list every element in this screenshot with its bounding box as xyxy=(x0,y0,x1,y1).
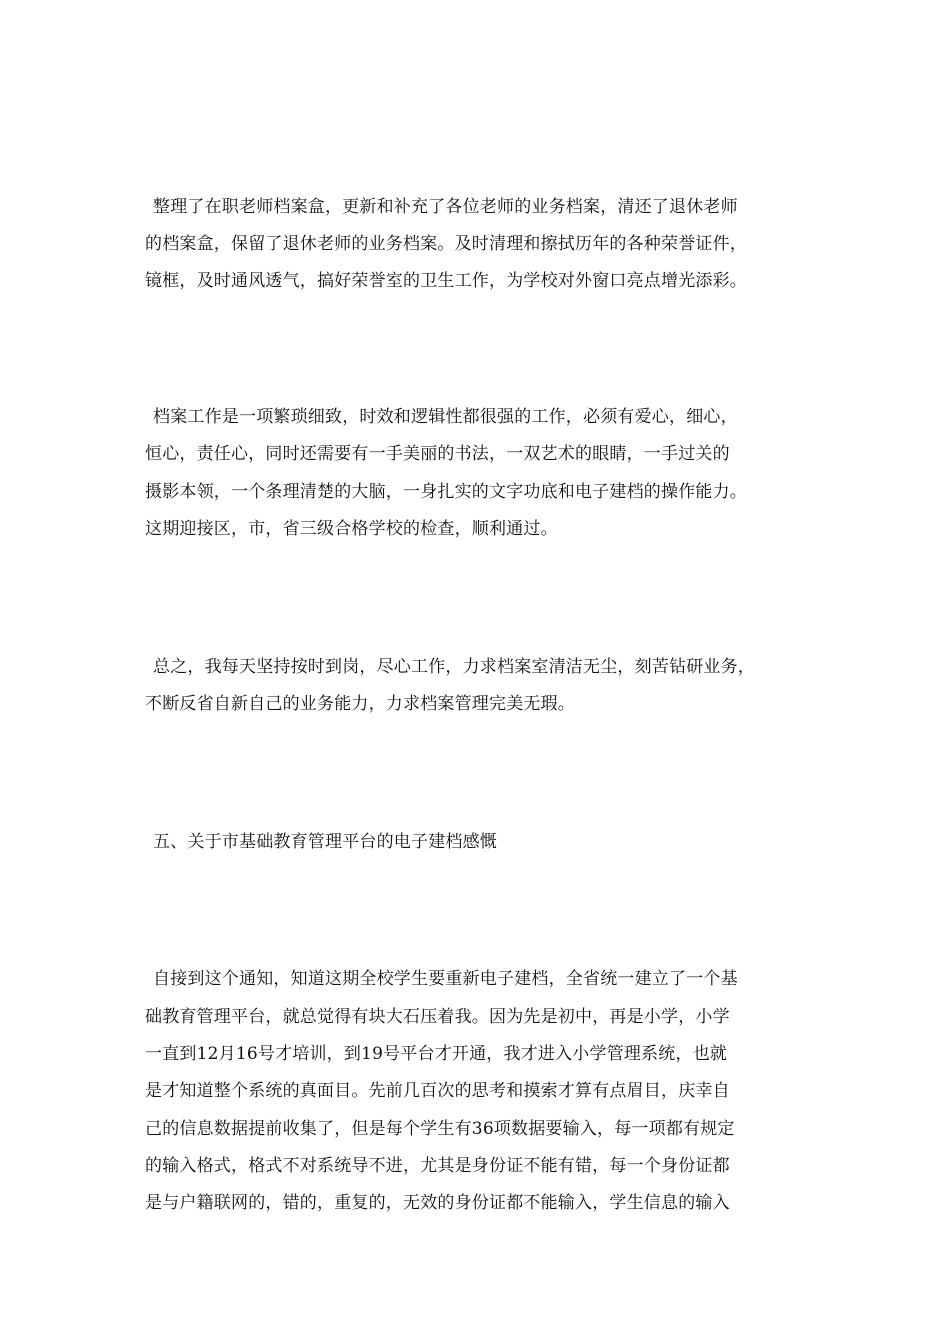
section-title: 五、关于市基础教育管理平台的电子建档感慨 xyxy=(153,832,497,852)
text-line: 的输入格式，格式不对系统导不进，尤其是身份证不能有错，每一个身份证都 xyxy=(145,1156,730,1176)
text-line: 己的信息数据提前收集了，但是每个学生有36项数据要输入，每一项都有规定 xyxy=(145,1119,735,1139)
text-line: 摄影本领，一个条理清楚的大脑，一身扎实的文字功底和电子建档的操作能力。 xyxy=(145,482,747,502)
text-line: 是才知道整个系统的真面目。先前几百次的思考和摸索才算有点眉目，庆幸自 xyxy=(145,1081,730,1101)
text-line: 镜框，及时通风透气，搞好荣誉室的卫生工作，为学校对外窗口亮点增光添彩。 xyxy=(145,271,747,291)
text-line: 总之，我每天坚持按时到岗，尽心工作，力求档案室清洁无尘，刻苦钻研业务， xyxy=(153,657,755,677)
text-line: 档案工作是一项繁琐细致，时效和逻辑性都很强的工作，必须有爱心，细心， xyxy=(153,407,738,427)
text-line: 不断反省自新自己的业务能力，力求档案管理完美无瑕。 xyxy=(145,694,575,714)
text-line: 自接到这个通知，知道这期全校学生要重新电子建档，全省统一建立了一个基 xyxy=(153,969,738,989)
text-line: 础教育管理平台，就总觉得有块大石压着我。因为先是初中，再是小学，小学 xyxy=(145,1007,730,1027)
text-line: 这期迎接区，市，省三级合格学校的检查，顺利通过。 xyxy=(145,519,558,539)
text-line: 一直到12月16号才培训，到19号平台才开通，我才进入小学管理系统，也就 xyxy=(145,1044,728,1064)
text-line: 恒心，责任心，同时还需要有一手美丽的书法，一双艺术的眼睛，一手过关的 xyxy=(145,444,730,464)
text-line: 是与户籍联网的，错的，重复的，无效的身份证都不能输入，学生信息的输入 xyxy=(145,1193,730,1213)
text-line: 的档案盒，保留了退休老师的业务档案。及时清理和擦拭历年的各种荣誉证件， xyxy=(145,234,747,254)
text-line: 整理了在职老师档案盒，更新和补充了各位老师的业务档案，清还了退休老师 xyxy=(153,197,738,217)
